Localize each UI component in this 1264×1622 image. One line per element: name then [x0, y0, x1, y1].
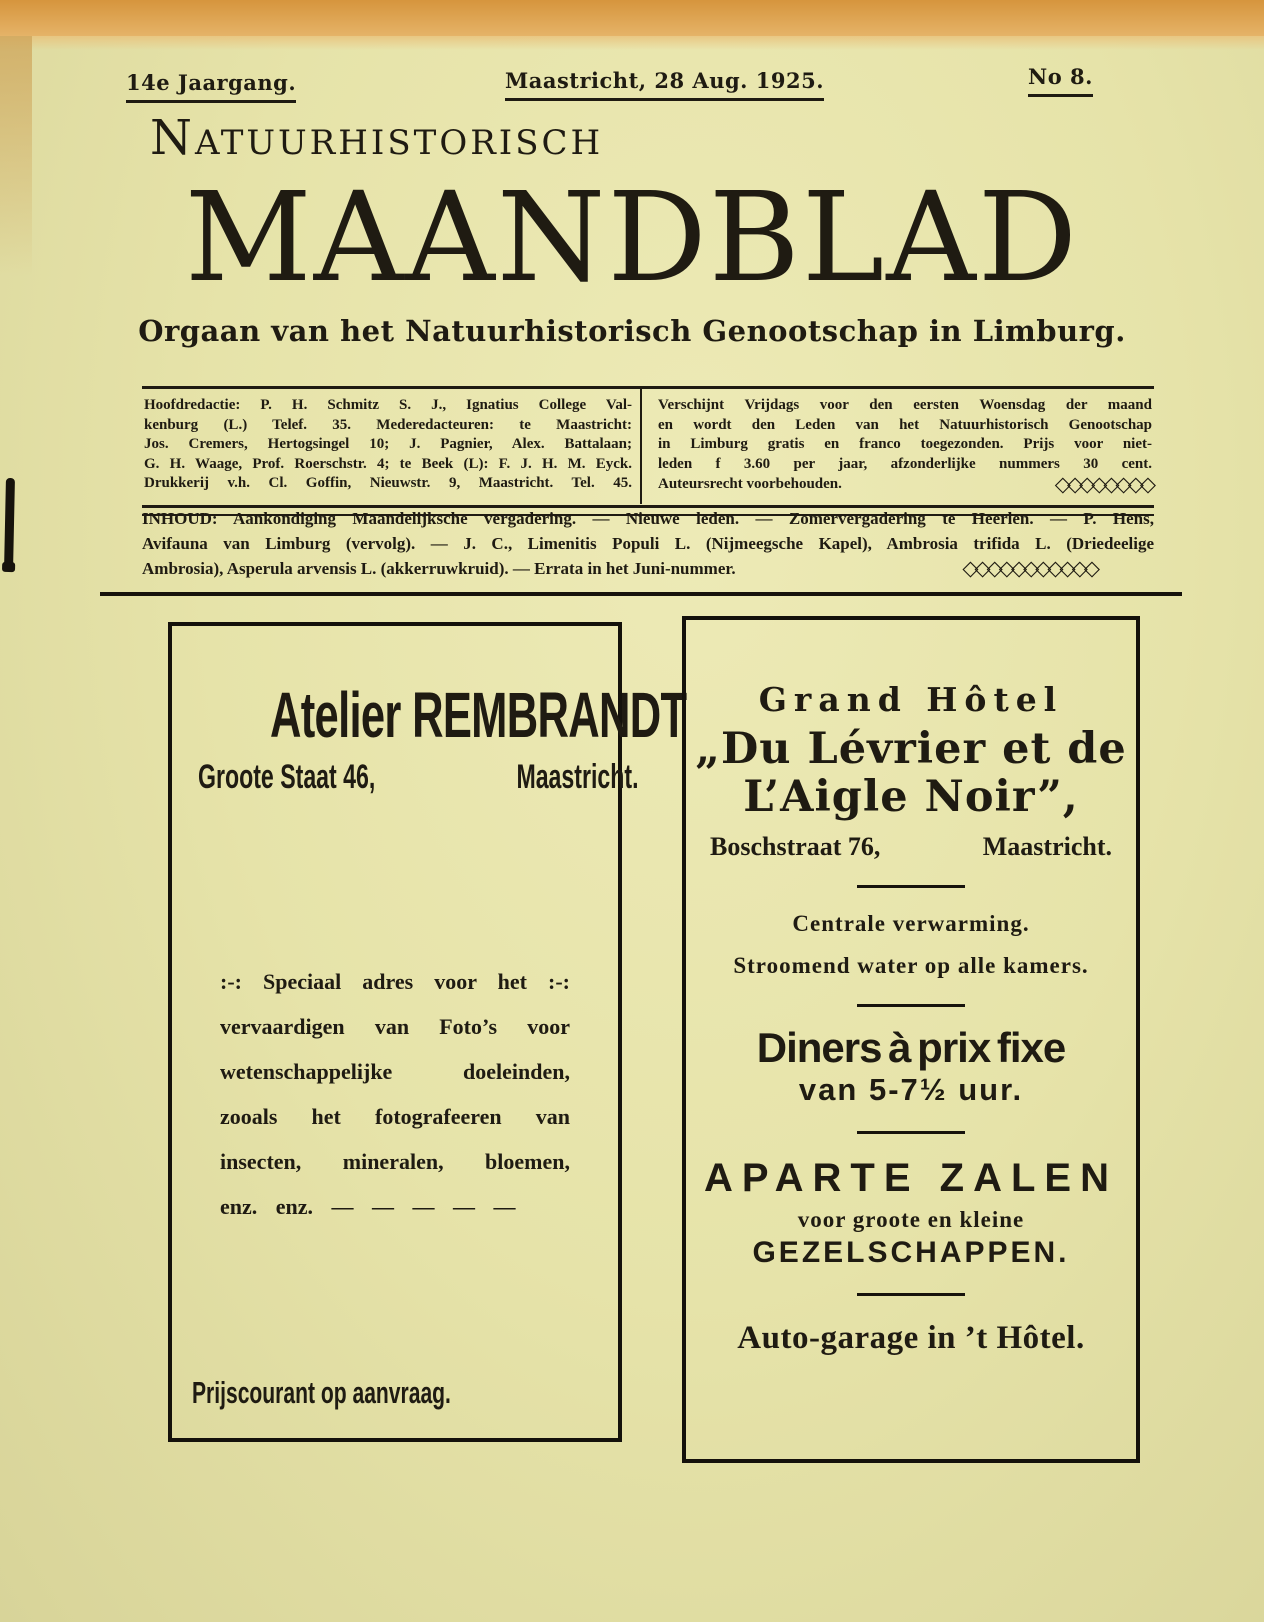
price-list-note	[172, 1377, 618, 1438]
diamond-ornament: ◇◇◇◇◇◇◇◇◇◇◇	[962, 556, 1096, 580]
ad-title-text: Atelier REMBRANDT	[269, 679, 687, 751]
colophon-line: Hoofdredactie: P. H. Schmitz S. J., Ignatius College Val-	[144, 397, 632, 413]
price-list-note-text: Prijscourant op aanvraag.	[192, 1375, 451, 1410]
colophon-line: leden f 3.60 per jaar, afzonderlijke nummers 30 cent.	[658, 455, 1152, 472]
street-address: Groote Staat 46,	[198, 758, 376, 797]
ad-divider-rule	[857, 1004, 965, 1007]
publication-info-column	[640, 389, 1154, 504]
ad-body-line: insecten, mineralen, bloemen,	[220, 1148, 570, 1174]
ad-divider-rule	[857, 885, 965, 888]
issue-number-label: No 8.	[1028, 64, 1093, 97]
colophon-line: kenburg (L.) Telef. 35. Mederedacteuren: te Maastricht:	[144, 416, 632, 433]
ad-body-line: vervaardigen van Foto’s voor	[220, 1013, 570, 1039]
date-label: Maastricht, 28 Aug. 1925.	[505, 68, 824, 101]
garage-note: Auto-garage in ’t Hôtel.	[737, 1319, 1085, 1356]
journal-title: MAANDBLAD	[184, 166, 1080, 310]
ink-smudge-mark	[4, 478, 15, 570]
journal-subtitle: Orgaan van het Natuurhistorisch Genootschap in Limburg.	[138, 314, 1126, 348]
rooms-subline: voor groote en kleine	[797, 1206, 1025, 1232]
city-label: Maastricht.	[516, 758, 639, 797]
hotel-name-line2: „Du Lévrier et de	[695, 724, 1127, 775]
colophon-line: Jos. Cremers, Hertogsingel 10; J. Pagnier, Alex. Battalaan;	[144, 436, 632, 453]
ad-body-text	[172, 959, 618, 1229]
scan-border-fade	[0, 36, 1264, 50]
scan-border-top	[0, 0, 1264, 36]
ad-body-line: enz. enz. — — — — —	[220, 1193, 516, 1219]
journal-series-title	[150, 110, 604, 166]
hotel-name-line1: Grand Hôtel	[758, 680, 1064, 719]
editorial-staff-column	[142, 389, 640, 504]
rooms-headline: APARTE ZALEN	[704, 1155, 1118, 1200]
street-address: Boschstraat 76,	[710, 831, 881, 861]
rooms-subline2: GEZELSCHAPPEN.	[752, 1235, 1070, 1269]
colophon-section	[142, 386, 1154, 516]
contents-line: Avifauna van Limburg (vervolg). — J. C., Limenitis Populi L. (Nijmeegsche Kapel), Ambrosia trifida L. (Driedeelige	[142, 534, 1154, 553]
hotel-feature: Centrale verwarming.	[792, 911, 1030, 937]
ad-grand-hotel	[682, 616, 1140, 1463]
series-title-rest: ATUURHISTORISCH	[195, 123, 604, 163]
ad-body-line: wetenschappelijke doeleinden,	[220, 1058, 570, 1084]
colophon-line: en wordt den Leden van het Natuurhistorisch Genootschap	[658, 416, 1152, 433]
ad-address-row	[686, 833, 1136, 862]
colophon-line: Drukkerij v.h. Cl. Goffin, Nieuwstr. 9, Maastricht. Tel. 45.	[144, 475, 632, 492]
contents-line	[142, 556, 1154, 581]
contents-summary	[142, 506, 1154, 581]
city-label: Maastricht.	[982, 831, 1112, 861]
ad-address-row	[172, 758, 639, 797]
contents-line-text: Ambrosia), Asperula arvensis L. (akkerruwkruid). — Errata in het Juni-nummer.	[142, 559, 736, 578]
colophon-line: Verschijnt Vrijdags voor den eersten Woensdag der maand	[658, 397, 1152, 413]
diamond-ornament: ◇◇◇◇◇◇◇◇	[1054, 472, 1152, 497]
ad-atelier-rembrandt	[168, 622, 687, 1442]
diners-headline: Diners à prix fixe	[756, 1023, 1066, 1071]
contents-line: INHOUD: Aankondiging Maandelijksche vergadering. — Nieuwe leden. — Zomervergadering te Heerlen. — P. Hens,	[142, 509, 1154, 528]
volume-label: 14e Jaargang.	[126, 70, 296, 103]
hotel-name-line3: L’Aigle Noir”,	[743, 771, 1079, 822]
colophon-line: G. H. Waage, Prof. Roerschstr. 4; te Beek (L): F. J. H. M. Eyck.	[144, 455, 632, 472]
diners-hours: van 5-7½ uur.	[798, 1071, 1024, 1107]
colophon-line	[658, 474, 1152, 495]
copyright-note: Auteursrecht voorbehouden.	[658, 476, 842, 493]
ad-divider-rule	[857, 1131, 965, 1134]
ad-body-line: :-: Speciaal adres voor het :-:	[220, 968, 570, 994]
ad-title	[172, 679, 687, 751]
ad-body-line: zooals het fotografeeren van	[220, 1103, 570, 1129]
section-divider-rule	[100, 592, 1182, 596]
hotel-feature: Stroomend water op alle kamers.	[733, 953, 1089, 979]
colophon-line: in Limburg gratis en franco toegezonden. Prijs voor niet-	[658, 436, 1152, 453]
ad-divider-rule	[857, 1293, 965, 1296]
series-title-initial: N	[150, 110, 195, 166]
